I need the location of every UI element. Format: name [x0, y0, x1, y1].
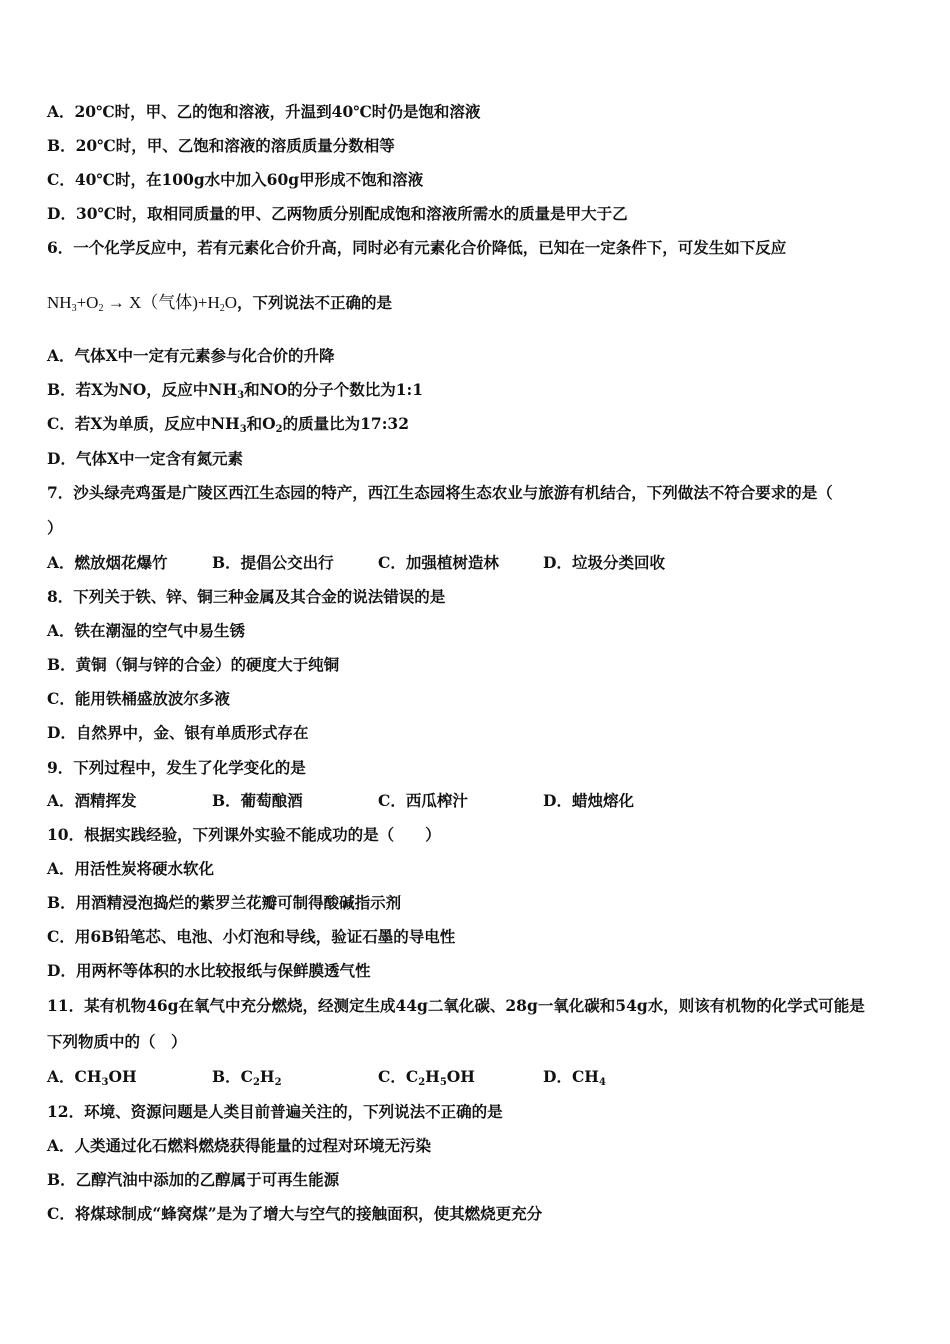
q6-b-part1: B．若X为NO，反应中NH — [47, 380, 238, 399]
q11-c-2: H — [425, 1067, 440, 1086]
q5-option-c: C．40℃时，在100g水中加入60g甲形成不饱和溶液 — [47, 170, 424, 189]
q11-option-c — [378, 1067, 475, 1093]
eq-o: +O — [76, 293, 99, 312]
q6-c-part1: C．若X为单质，反应中NH — [47, 414, 240, 433]
q8-option-b: B．黄铜（铜与锌的合金）的硬度大于纯铜 — [47, 655, 340, 674]
q8-option-c: C．能用铁桶盛放波尔多液 — [47, 689, 230, 708]
q10-option-a: A．用活性炭将硬水软化 — [47, 859, 215, 878]
q11-b-sub2: 2 — [274, 1077, 282, 1088]
eq-sub-2: 2 — [98, 303, 104, 314]
q6-stem: 6．一个化学反应中，若有元素化合价升高，同时必有元素化合价降低，已知在一定条件下，可发生如下反应 — [47, 238, 787, 257]
q9-option-a: A．酒精挥发 — [47, 791, 137, 810]
q7-option-d: D．垃圾分类回收 — [543, 553, 665, 572]
q6-equation — [47, 288, 392, 314]
q8-option-a: A．铁在潮湿的空气中易生锈 — [47, 621, 246, 640]
q7-stem: 7．沙头绿壳鸡蛋是广陵区西江生态园的特产，西江生态园将生态农业与旅游有机结合，下列做法不符合要求的是（ — [47, 483, 833, 502]
q10-option-b: B．用酒精浸泡捣烂的紫罗兰花瓣可制得酸碱指示剂 — [47, 893, 402, 912]
q10-option-c: C．用6B铅笔芯、电池、小灯泡和导线，验证石墨的导电性 — [47, 927, 456, 946]
q12-option-c: C．将煤球制成“蜂窝煤”是为了增大与空气的接触面积，使其燃烧更充分 — [47, 1204, 543, 1223]
q6-c-sub2: 2 — [275, 424, 283, 435]
q6-option-a: A．气体X中一定有元素参与化合价的升降 — [47, 346, 335, 365]
q11-option-b — [212, 1067, 282, 1093]
eq-mid: → X（气体)+H — [103, 293, 220, 312]
q7-option-a: A．燃放烟花爆竹 — [47, 553, 168, 572]
q11-d-1: D．CH — [543, 1067, 599, 1086]
q6-option-d: D．气体X中一定含有氮元素 — [47, 449, 243, 468]
q6-option-b — [47, 380, 423, 406]
q5-option-b: B．20℃时，甲、乙饱和溶液的溶质质量分数相等 — [47, 136, 395, 155]
q5-option-a: A．20℃时，甲、乙的饱和溶液，升温到40℃时仍是饱和溶液 — [47, 102, 481, 121]
q5-option-d: D．30℃时，取相同质量的甲、乙两物质分别配成饱和溶液所需水的质量是甲大于乙 — [47, 204, 628, 223]
q11-b-1: B．C — [212, 1067, 253, 1086]
q11-a-sub: 3 — [101, 1077, 109, 1088]
q9-option-d: D．蜡烛熔化 — [543, 791, 634, 810]
q8-option-d: D．自然界中，金、银有单质形式存在 — [47, 723, 309, 742]
q11-c-sub1: 2 — [418, 1077, 426, 1088]
q12-option-b: B．乙醇汽油中添加的乙醇属于可再生能源 — [47, 1170, 340, 1189]
eq-end: O — [224, 293, 238, 312]
q6-option-c — [47, 414, 409, 440]
q9-option-c: C．西瓜榨汁 — [378, 791, 468, 810]
q6-c-part3: 的质量比为17:32 — [282, 414, 410, 433]
eq-sub-3: 3 — [71, 303, 77, 314]
q10-option-d: D．用两杯等体积的水比较报纸与保鲜膜透气性 — [47, 961, 371, 980]
q11-c-sub2: 5 — [439, 1077, 447, 1088]
eq-sub-h2: 2 — [219, 303, 225, 314]
q11-d-sub: 4 — [598, 1077, 606, 1088]
q12-option-a: A．人类通过化石燃料燃烧获得能量的过程对环境无污染 — [47, 1136, 432, 1155]
q9-stem: 9．下列过程中，发生了化学变化的是 — [47, 758, 306, 777]
q11-b-2: H — [259, 1067, 275, 1086]
q8-stem: 8．下列关于铁、锌、铜三种金属及其合金的说法错误的是 — [47, 587, 446, 606]
q10-stem: 10．根据实践经验，下列课外实验不能成功的是（ ） — [47, 825, 441, 844]
q11-a-2: OH — [108, 1067, 137, 1086]
q6-stem-tail: ，下列说法不正确的是 — [237, 293, 393, 312]
eq-nh: NH — [47, 293, 72, 312]
q11-a-1: A．CH — [47, 1067, 102, 1086]
q11-c-3: OH — [446, 1067, 475, 1086]
q12-stem: 12．环境、资源问题是人类目前普遍关注的，下列说法不正确的是 — [47, 1102, 503, 1121]
q11-option-d — [543, 1067, 606, 1093]
q7-option-c: C．加强植树造林 — [378, 553, 499, 572]
q6-b-sub: 3 — [237, 390, 245, 401]
q11-c-1: C．C — [378, 1067, 419, 1086]
q9-option-b: B．葡萄酿酒 — [212, 791, 303, 810]
q11-stem: 11．某有机物46g在氧气中充分燃烧，经测定生成44g二氧化碳、28g一氧化碳和54g水，则该有机物的化学式可能是 — [47, 996, 865, 1015]
q11-stem-cont: 下列物质中的（ ） — [47, 1032, 187, 1051]
q11-option-a — [47, 1067, 137, 1093]
q11-b-sub1: 2 — [252, 1077, 260, 1088]
q6-c-part2: 和O — [246, 414, 276, 433]
q6-b-part2: 和NO的分子个数比为1:1 — [244, 380, 424, 399]
q6-c-sub1: 3 — [239, 424, 247, 435]
q7-option-b: B．提倡公交出行 — [212, 553, 334, 572]
q7-stem-cont: ） — [47, 518, 63, 537]
